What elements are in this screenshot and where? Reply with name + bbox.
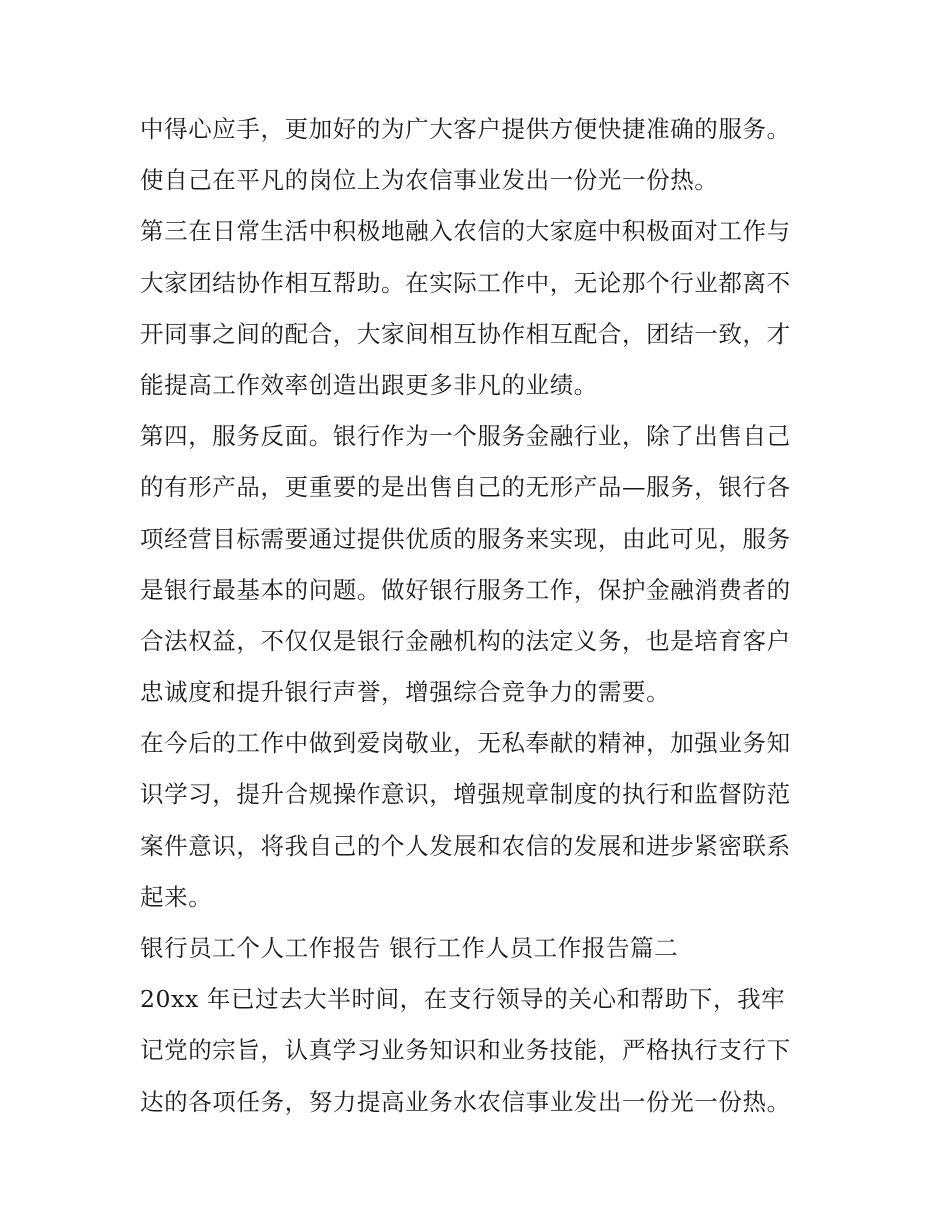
text-line: 大家团结协作相互帮助。在实际工作中，无论那个行业都离不 [140, 268, 791, 297]
text-line: 能提高工作效率创造出跟更多非凡的业绩。 [140, 370, 598, 399]
text-line: 使自己在平凡的岗位上为农信事业发出一份光一份热。 [140, 166, 719, 195]
text-line: 第三在日常生活中积极地融入农信的大家庭中积极面对工作与 [140, 217, 791, 246]
text-line: 在今后的工作中做到爱岗敬业，无私奉献的精神，加强业务知 [140, 729, 791, 758]
text-line: 第四，服务反面。银行作为一个服务金融行业，除了出售自己 [140, 422, 791, 451]
section-heading: 银行员工个人工作报告 银行工作人员工作报告篇二 [140, 934, 679, 962]
text-line: 起来。 [140, 882, 213, 911]
text-line: 合法权益，不仅仅是银行金融机构的法定义务，也是培育客户 [140, 626, 791, 655]
text-line: 项经营目标需要通过提供优质的服务来实现，由此可见，服务 [140, 524, 791, 553]
text-line: 是银行最基本的问题。做好银行服务工作，保护金融消费者的 [140, 575, 791, 604]
text-line: 达的各项任务，努力提高业务水农信事业发出一份光一份热。 [140, 1087, 791, 1116]
body-text [140, 104, 820, 1128]
text-line: 忠诚度和提升银行声誉，增强综合竞争力的需要。 [140, 678, 671, 707]
text-line: 的有形产品，更重要的是出售自己的无形产品—服务，银行各 [140, 473, 791, 502]
text-line: 案件意识，将我自己的个人发展和农信的发展和进步紧密联系 [140, 831, 791, 860]
text-line: 记党的宗旨，认真学习业务知识和业务技能，严格执行支行下 [140, 1036, 791, 1065]
text-line: 中得心应手，更加好的为广大客户提供方便快捷准确的服务。 [140, 115, 791, 143]
text-line: 识学习，提升合规操作意识，增强规章制度的执行和监督防范 [140, 780, 791, 809]
text-line: 开同事之间的配合，大家间相互协作相互配合，团结一致，才 [140, 319, 791, 348]
text-line: 20xx 年已过去大半时间，在支行领导的关心和帮助下，我牢 [140, 985, 786, 1014]
